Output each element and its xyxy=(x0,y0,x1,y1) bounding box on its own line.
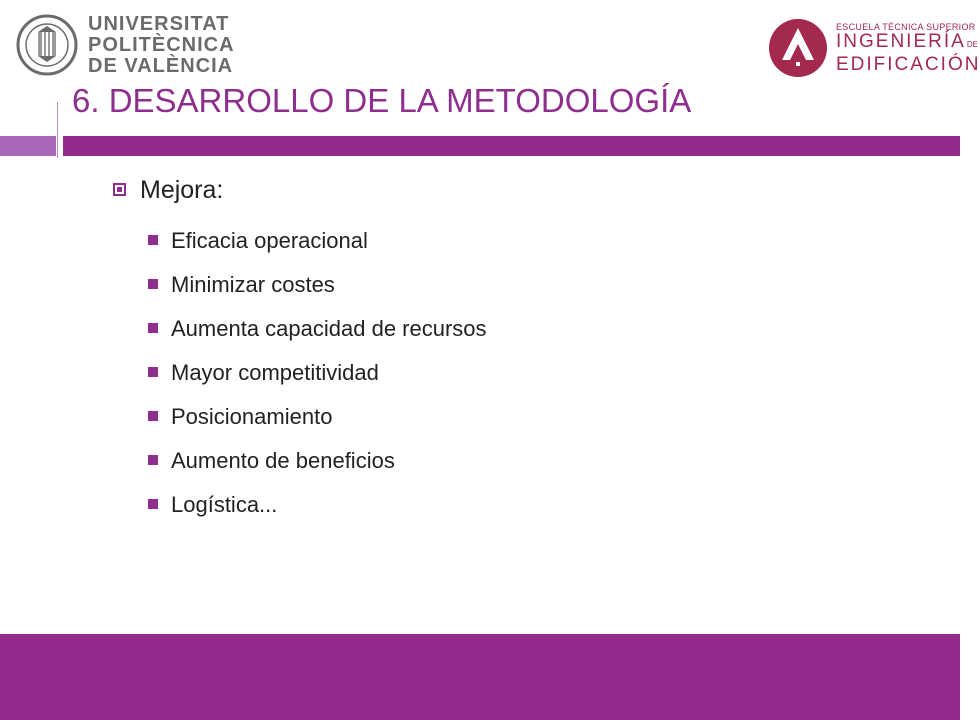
square-bullet-icon xyxy=(148,323,158,333)
list-item xyxy=(148,354,487,398)
list-item-label: Aumenta capacidad de recursos xyxy=(171,316,487,341)
square-bullet-icon xyxy=(148,235,158,245)
square-bullet-icon xyxy=(148,411,158,421)
square-bullet-icon xyxy=(148,499,158,509)
bullet-mejora xyxy=(113,176,223,205)
list-item-label: Mayor competitividad xyxy=(171,360,379,385)
title-bar-left xyxy=(0,136,56,156)
square-bullet-icon xyxy=(113,183,126,196)
title-divider-vertical xyxy=(57,102,58,158)
slide-title: 6. DESARROLLO DE LA METODOLOGÍA xyxy=(72,82,692,119)
list-item xyxy=(148,266,487,310)
square-bullet-icon xyxy=(148,279,158,289)
list-item-label: Eficacia operacional xyxy=(171,228,368,253)
upv-logo-line-2: POLITÈCNICA xyxy=(88,34,235,56)
bullet-mejora-label: Mejora: xyxy=(140,176,224,204)
school-logo-line-1: INGENIERÍA xyxy=(836,31,966,52)
list-item-label: Posicionamiento xyxy=(171,404,333,429)
school-logo-de: DE xyxy=(966,40,978,49)
upv-logo-line-1: UNIVERSITAT xyxy=(88,13,230,35)
university-seal-icon xyxy=(16,14,78,76)
square-bullet-icon xyxy=(148,455,158,465)
school-logo-subtitle: ESCUELA TÉCNICA SUPERIOR xyxy=(836,22,976,32)
footer-bar xyxy=(0,634,960,720)
school-logo xyxy=(764,18,980,80)
list-item xyxy=(148,222,487,266)
list-item xyxy=(148,442,487,486)
upv-logo xyxy=(12,10,235,78)
school-emblem-icon xyxy=(768,18,828,78)
list-item-label: Logística... xyxy=(171,492,278,517)
list-item-label: Minimizar costes xyxy=(171,272,335,297)
title-bar xyxy=(63,136,960,156)
upv-logo-line-3: DE VALÈNCIA xyxy=(88,55,234,77)
list-item xyxy=(148,310,487,354)
square-bullet-icon xyxy=(148,367,158,377)
school-logo-line-2: EDIFICACIÓN xyxy=(836,54,980,75)
sub-bullet-list xyxy=(148,222,487,530)
list-item xyxy=(148,398,487,442)
list-item-label: Aumento de beneficios xyxy=(171,448,395,473)
list-item xyxy=(148,486,487,530)
